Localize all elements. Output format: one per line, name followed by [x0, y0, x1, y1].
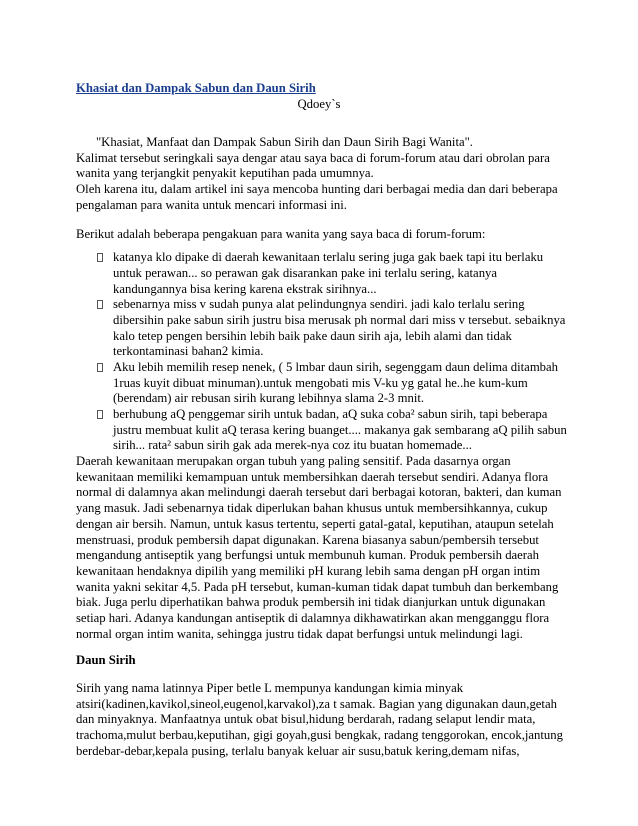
paragraph-line: trachoma,mulut berbau,keputihan, gigi goyah,gusi bengkak, radang tenggorokan, encok,jantung [76, 728, 563, 743]
testimonial-line: berhubung aQ penggemar sirih untuk badan, aQ suka coba² sabun sirih, tapi beberapa [113, 407, 548, 421]
document-title[interactable]: Khasiat dan Dampak Sabun dan Daun Sirih [76, 81, 316, 95]
paragraph-line: kewanitaan memiliki kemampuan untuk membersihkan daerah tersebut sendiri. Adanya flora [76, 469, 549, 484]
testimonial-line: terkontaminasi bahan2 kimia. [113, 344, 264, 359]
intro-line: Oleh karena itu, dalam artikel ini saya mencoba hunting dari berbagai media dan dari beberapa [76, 182, 558, 197]
paragraph-line: Sirih yang nama latinnya Piper betle L mempunya kandungan kimia minyak [76, 681, 464, 695]
testimonial-line: Aku lebih memilih resep nenek, ( 5 lmbar daun sirih, segenggam daun delima ditambah [113, 359, 559, 374]
paragraph-line: wanita yakni sekitar 4,5. Pada pH tersebut, kuman-kuman tidak dapat tumbuh dan berkembang [76, 579, 559, 594]
document-author: Qdoey`s [297, 97, 341, 111]
section-paragraph [76, 681, 562, 759]
intro-line: pengalaman para wanita untuk mencari informasi ini. [76, 197, 347, 212]
testimonial-line: untuk perawan... so perawan gak disarankan pake ini terlalu sering, katanya [113, 265, 498, 280]
testimonial-item [76, 360, 562, 407]
document-body [76, 80, 567, 759]
paragraph-line: dengan air bersih. Namun, untuk kasus tertentu, seperti gatal-gatal, keputihan, ataupun setelah [76, 516, 554, 531]
testimonial-line: katanya klo dipake di daerah kewanitaan terlalu sering juga gak baek tapi itu berlaku [113, 250, 544, 265]
testimonial-line: justru membuat kulit aQ terasa kering buanget.... makanya gak sembarang aQ pilih sabun [113, 422, 567, 437]
paragraph-line: dan minyaknya. Manfaatnya untuk obat bisul,hidung berdarah, radang selaput lendir mata, [76, 712, 536, 727]
paragraph-line: Daerah kewanitaan merupakan organ tubuh yang paling sensitif. Pada dasarnya organ [76, 454, 511, 469]
testimonial-line: sirih... rata² sabun sirih gak ada merek-nya coz itu buatan homemade... [113, 438, 472, 453]
testimonial-line: 1ruas kuyit dibuat minuman).untuk mengobati mis V-ku yg gatal he..he kum-kum [113, 375, 528, 390]
list-intro: Berikut adalah beberapa pengakuan para wanita yang saya baca di forum-forum: [76, 226, 486, 241]
intro-line: Kalimat tersebut seringkali saya dengar atau saya baca di forum-forum atau dari obrolan para [76, 150, 550, 165]
intro-quote: "Khasiat, Manfaat dan Dampak Sabun Sirih dan Daun Sirih Bagi Wanita". [96, 135, 473, 149]
testimonial-line: dibersihin pake sabun sirih justru bisa merusak ph normal dari miss v tersebut. sebaiknya [113, 312, 566, 327]
testimonial-list [76, 250, 567, 454]
paragraph-line: berdebar-debar,kepala pusing, terlalu banyak keluar air susu,batuk kering,demam nifas, [76, 743, 520, 758]
testimonial-item [76, 250, 562, 297]
section-heading: Daun Sirih [76, 653, 136, 668]
paragraph-line: biak. Juga perlu diperhatikan bahwa produk pembersih ini tidak dianjurkan untuk digunakan [76, 595, 546, 610]
intro-line: wanita yang terjangkit penyakit keputihan pada umumnya. [76, 166, 374, 181]
paragraph-line: kewanitaan hendaknya dipilih yang memiliki pH kurang lebih sama dengan pH organ intim [76, 563, 541, 578]
testimonial-line: kandungannya bisa kering karena ekstrak sirihnya... [113, 281, 377, 296]
paragraph-line: setiap hari. Adanya kandungan antiseptik di dalamnya dikhawatirkan akan mengganggu flora [76, 610, 550, 625]
testimonial-line: sebenarnya miss v sudah punya alat pelindungnya sendiri. jadi kalo terlalu sering [113, 297, 525, 312]
testimonial-line: kalo tetep pengen bersihin lebih baik pake daun sirih aja, lebih alami dan tidak [113, 328, 512, 343]
testimonial-item [76, 297, 566, 360]
bullet-box-icon [97, 253, 103, 262]
paragraph-line: normal di dalamnya akan melindungi daerah tersebut dari berbagai kotoran, bakteri, dan kuman [76, 485, 562, 500]
intro-paragraph [76, 135, 562, 213]
paragraph-line: yang masuk. Jadi sebenarnya tidak diperlukan bahan khusus untuk membersihkannya, cukup [76, 501, 548, 516]
paragraph-line: menstruasi, produk pembersih dapat digunakan. Karena biasanya sabun/pembersih tersebut [76, 532, 539, 547]
paragraph-line: atsiri(kadinen,kavikol,sineol,eugenol,karvakol),za t samak. Bagian yang digunakan daun,getah [76, 696, 557, 711]
paragraph-line: mengandung antiseptik yang berfungsi untuk membunuh kuman. Produk pembersih daerah [76, 548, 540, 563]
bullet-box-icon [97, 363, 103, 372]
body-paragraph [76, 454, 562, 642]
bullet-box-icon [97, 410, 103, 419]
bullet-box-icon [97, 300, 103, 309]
paragraph-line: normal organ intim wanita, sehingga justru tidak dapat berfungsi untuk melindungi lagi. [76, 626, 523, 641]
testimonial-line: (berendam) air rebusan sirih kurang lebihnya slama 2-3 mnit. [113, 391, 425, 406]
testimonial-item [76, 407, 567, 454]
